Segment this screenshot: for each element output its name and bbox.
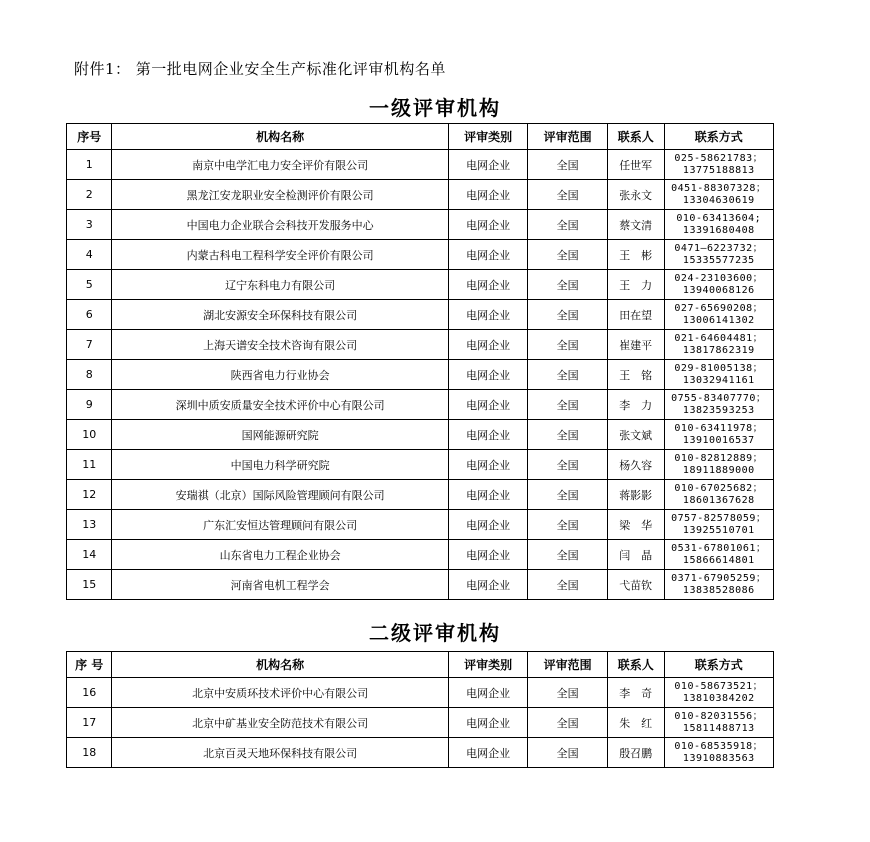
cell-category: 电网企业: [448, 570, 527, 600]
cell-category: 电网企业: [448, 450, 527, 480]
cell-category: 电网企业: [448, 210, 527, 240]
cell-seq: 1: [67, 150, 112, 180]
mobile-number: 15335577235: [682, 254, 755, 266]
header-org-name: 机构名称: [112, 652, 448, 678]
header-contact-person: 联系人: [607, 124, 664, 150]
cell-org-name: 安瑞祺（北京）国际风险管理顾问有限公司: [112, 480, 448, 510]
cell-org-name: 辽宁东科电力有限公司: [112, 270, 448, 300]
cell-contact-info: [664, 678, 773, 708]
landline-number: 010-68535918；: [674, 740, 764, 752]
landline-number: 010-82812889；: [674, 452, 764, 464]
cell-scope: 全国: [528, 540, 607, 570]
cell-contact-person: 田在望: [607, 300, 664, 330]
cell-scope: 全国: [528, 480, 607, 510]
cell-scope: 全国: [528, 390, 607, 420]
cell-scope: 全国: [528, 240, 607, 270]
cell-contact-info: [664, 180, 773, 210]
cell-category: 电网企业: [448, 678, 527, 708]
cell-scope: 全国: [528, 210, 607, 240]
mobile-number: 13910883563: [682, 752, 755, 764]
cell-seq: 2: [67, 180, 112, 210]
cell-seq: 3: [67, 210, 112, 240]
cell-contact-person: 朱 红: [607, 708, 664, 738]
cell-contact-info: [664, 210, 773, 240]
header-seq: 序 号: [67, 652, 112, 678]
mobile-number: 15866614801: [682, 554, 755, 566]
cell-category: 电网企业: [448, 300, 527, 330]
table-row: [67, 510, 774, 540]
cell-contact-info: [664, 738, 773, 768]
cell-contact-info: [664, 510, 773, 540]
cell-contact-info: [664, 540, 773, 570]
table-row: [67, 678, 774, 708]
landline-number: 010-63411978；: [674, 422, 764, 434]
table-row: [67, 150, 774, 180]
cell-scope: 全国: [528, 678, 607, 708]
cell-org-name: 广东汇安恒达管理顾问有限公司: [112, 510, 448, 540]
cell-scope: 全国: [528, 420, 607, 450]
cell-seq: 17: [67, 708, 112, 738]
cell-seq: 5: [67, 270, 112, 300]
cell-contact-person: 李 力: [607, 390, 664, 420]
landline-number: 010-63413604;: [676, 212, 762, 224]
cell-contact-person: 崔建平: [607, 330, 664, 360]
cell-seq: 4: [67, 240, 112, 270]
level1-table: [66, 123, 774, 600]
cell-scope: 全国: [528, 300, 607, 330]
cell-scope: 全国: [528, 150, 607, 180]
mobile-number: 13823593253: [682, 404, 755, 416]
table-row: [67, 540, 774, 570]
header-category: 评审类别: [448, 124, 527, 150]
mobile-number: 13940068126: [682, 284, 755, 296]
landline-number: 0757-82578059；: [671, 512, 767, 524]
cell-org-name: 南京中电学汇电力安全评价有限公司: [112, 150, 448, 180]
mobile-number: 13006141302: [682, 314, 755, 326]
cell-contact-person: 李 奇: [607, 678, 664, 708]
cell-contact-person: 任世军: [607, 150, 664, 180]
header-scope: 评审范围: [528, 652, 607, 678]
landline-number: 0471—6223732；: [674, 242, 764, 254]
cell-org-name: 中国电力企业联合会科技开发服务中心: [112, 210, 448, 240]
mobile-number: 15811488713: [682, 722, 755, 734]
landline-number: 021-64604481；: [674, 332, 764, 344]
landline-number: 010-82031556；: [674, 710, 764, 722]
table-row: [67, 210, 774, 240]
header-contact-info: 联系方式: [664, 652, 773, 678]
cell-org-name: 国网能源研究院: [112, 420, 448, 450]
mobile-number: 13817862319: [682, 344, 755, 356]
landline-number: 010-67025682；: [674, 482, 764, 494]
attachment-title: 附件1： 第一批电网企业安全生产标准化评审机构名单: [74, 60, 446, 78]
cell-category: 电网企业: [448, 738, 527, 768]
cell-category: 电网企业: [448, 480, 527, 510]
cell-seq: 12: [67, 480, 112, 510]
cell-seq: 6: [67, 300, 112, 330]
cell-contact-info: [664, 480, 773, 510]
landline-number: 0531-67801061；: [671, 542, 767, 554]
landline-number: 0371-67905259；: [671, 572, 767, 584]
cell-category: 电网企业: [448, 390, 527, 420]
cell-scope: 全国: [528, 450, 607, 480]
cell-seq: 10: [67, 420, 112, 450]
table-row: [67, 420, 774, 450]
table-row: [67, 708, 774, 738]
cell-org-name: 中国电力科学研究院: [112, 450, 448, 480]
cell-org-name: 北京中安质环技术评价中心有限公司: [112, 678, 448, 708]
cell-org-name: 陕西省电力行业协会: [112, 360, 448, 390]
header-category: 评审类别: [448, 652, 527, 678]
mobile-number: 13838528086: [682, 584, 755, 596]
cell-org-name: 河南省电机工程学会: [112, 570, 448, 600]
cell-scope: 全国: [528, 708, 607, 738]
cell-contact-person: 杨久容: [607, 450, 664, 480]
mobile-number: 18601367628: [682, 494, 755, 506]
level2-table: [66, 651, 774, 768]
cell-contact-info: [664, 150, 773, 180]
mobile-number: 13391680408: [682, 224, 755, 236]
cell-seq: 13: [67, 510, 112, 540]
table-row: [67, 738, 774, 768]
cell-scope: 全国: [528, 360, 607, 390]
header-org-name: 机构名称: [112, 124, 448, 150]
cell-contact-person: 王 力: [607, 270, 664, 300]
cell-category: 电网企业: [448, 240, 527, 270]
cell-contact-person: 蔡文清: [607, 210, 664, 240]
cell-scope: 全国: [528, 738, 607, 768]
mobile-number: 13810384202: [682, 692, 755, 704]
cell-contact-person: 殷召鹏: [607, 738, 664, 768]
landline-number: 027-65690208；: [674, 302, 764, 314]
table-row: [67, 390, 774, 420]
cell-contact-person: 蒋影影: [607, 480, 664, 510]
cell-contact-info: [664, 390, 773, 420]
cell-contact-info: [664, 300, 773, 330]
mobile-number: 13775188813: [682, 164, 755, 176]
landline-number: 010-58673521；: [674, 680, 764, 692]
cell-seq: 9: [67, 390, 112, 420]
landline-number: 024-23103600；: [674, 272, 764, 284]
cell-org-name: 内蒙古科电工程科学安全评价有限公司: [112, 240, 448, 270]
cell-seq: 11: [67, 450, 112, 480]
cell-category: 电网企业: [448, 540, 527, 570]
cell-category: 电网企业: [448, 420, 527, 450]
table-row: [67, 480, 774, 510]
cell-contact-info: [664, 708, 773, 738]
mobile-number: 18911889000: [682, 464, 755, 476]
cell-seq: 15: [67, 570, 112, 600]
cell-org-name: 北京中矿基业安全防范技术有限公司: [112, 708, 448, 738]
cell-contact-person: 梁 华: [607, 510, 664, 540]
table-row: [67, 240, 774, 270]
header-contact-info: 联系方式: [664, 124, 773, 150]
cell-category: 电网企业: [448, 510, 527, 540]
table-row: [67, 450, 774, 480]
mobile-number: 13304630619: [682, 194, 755, 206]
cell-contact-person: 王 铭: [607, 360, 664, 390]
table-row: [67, 570, 774, 600]
table-row: [67, 300, 774, 330]
cell-category: 电网企业: [448, 360, 527, 390]
cell-contact-info: [664, 240, 773, 270]
mobile-number: 13910016537: [682, 434, 755, 446]
header-contact-person: 联系人: [607, 652, 664, 678]
cell-scope: 全国: [528, 570, 607, 600]
cell-org-name: 黑龙江安龙职业安全检测评价有限公司: [112, 180, 448, 210]
mobile-number: 13032941161: [682, 374, 755, 386]
cell-category: 电网企业: [448, 330, 527, 360]
cell-seq: 7: [67, 330, 112, 360]
mobile-number: 13925510701: [682, 524, 755, 536]
table-header-row: [67, 652, 774, 678]
table-row: [67, 360, 774, 390]
cell-org-name: 北京百灵天地环保科技有限公司: [112, 738, 448, 768]
cell-org-name: 山东省电力工程企业协会: [112, 540, 448, 570]
cell-contact-info: [664, 270, 773, 300]
cell-seq: 14: [67, 540, 112, 570]
table-row: [67, 270, 774, 300]
landline-number: 0755-83407770；: [671, 392, 767, 404]
cell-contact-info: [664, 330, 773, 360]
landline-number: 025-58621783；: [674, 152, 764, 164]
cell-org-name: 深圳中质安质量安全技术评价中心有限公司: [112, 390, 448, 420]
landline-number: 0451-88307328；: [671, 182, 767, 194]
table-header-row: [67, 124, 774, 150]
cell-category: 电网企业: [448, 150, 527, 180]
landline-number: 029-81005138；: [674, 362, 764, 374]
table-row: [67, 330, 774, 360]
cell-contact-info: [664, 450, 773, 480]
cell-contact-person: 王 彬: [607, 240, 664, 270]
cell-seq: 8: [67, 360, 112, 390]
section-title-level1: 一级评审机构: [369, 96, 501, 120]
cell-scope: 全国: [528, 180, 607, 210]
header-scope: 评审范围: [528, 124, 607, 150]
cell-scope: 全国: [528, 270, 607, 300]
cell-contact-person: 闫 晶: [607, 540, 664, 570]
section-title-level2: 二级评审机构: [369, 621, 501, 645]
cell-contact-person: 张永文: [607, 180, 664, 210]
cell-category: 电网企业: [448, 270, 527, 300]
cell-category: 电网企业: [448, 180, 527, 210]
cell-seq: 18: [67, 738, 112, 768]
cell-contact-info: [664, 420, 773, 450]
cell-scope: 全国: [528, 330, 607, 360]
cell-seq: 16: [67, 678, 112, 708]
table-row: [67, 180, 774, 210]
cell-contact-info: [664, 570, 773, 600]
cell-org-name: 湖北安源安全环保科技有限公司: [112, 300, 448, 330]
cell-contact-person: 弋苗钦: [607, 570, 664, 600]
cell-contact-info: [664, 360, 773, 390]
cell-category: 电网企业: [448, 708, 527, 738]
header-seq: 序号: [67, 124, 112, 150]
cell-contact-person: 张文斌: [607, 420, 664, 450]
cell-org-name: 上海天谱安全技术咨询有限公司: [112, 330, 448, 360]
cell-scope: 全国: [528, 510, 607, 540]
